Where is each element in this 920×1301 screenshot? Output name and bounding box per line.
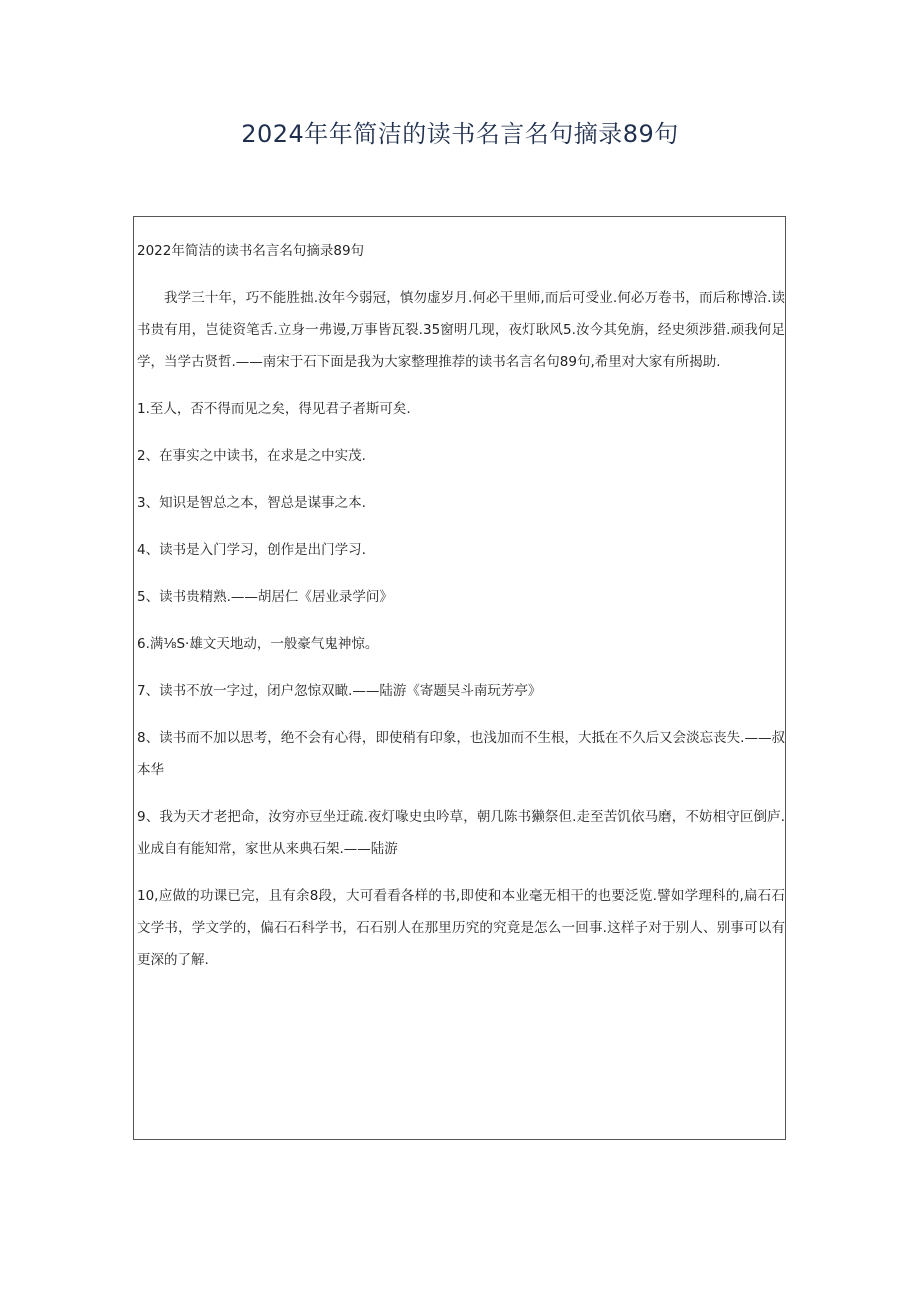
document-title: 2024年年简洁的读书名言名句摘录89句 (241, 120, 679, 148)
quote-item-7: 7、读书不放一字过，闭户忽惊双瞰.——陆游《寄题吴斗南玩芳亭》 (137, 683, 542, 699)
quote-item-2: 2、在事实之中读书，在求是之中实茂. (137, 448, 366, 464)
quote-item-9: 9、我为天才老把命，汝穷亦豆坐迂疏.夜灯喙史虫吟草，朝几陈书獭祭但.走至苦饥依马磨，不妨相守叵倒庐.业成自有能知常，家世从来典石架.——陆游 (137, 809, 785, 857)
quote-item-10: 10,应做的功课已完，且有余8段，大可看看各样的书,即使和本业毫无相干的也要泛览.譬如学理科的,扁石石文学书，学文学的，偏石石科学书，石石别人在那里历究的究竟是怎么一回事.这样子对于别人、别事可以有更深的了解. (137, 888, 785, 968)
quote-item-8: 8、读书而不加以思考，绝不会有心得，即使稍有印象，也浅加而不生根，大抵在不久后又会淡忘丧失.——叔本华 (137, 730, 785, 778)
content-subtitle: 2022年简洁的读书名言名句摘录89句 (137, 243, 365, 259)
quote-item-6: 6.满⅛S·雄文天地动，一般豪气鬼神惊。 (137, 636, 379, 652)
quote-item-4: 4、读书是入门学习，创作是出门学习. (137, 542, 366, 558)
content-body (137, 235, 785, 991)
quote-item-3: 3、知识是智总之本，智总是谋事之本. (137, 495, 366, 511)
intro-paragraph: 我学三十年，巧不能胜拙.汝年今弱冠，慎勿虚岁月.何必干里师,而后可受业.何必万卷书，而后称博洽.读书贵有用，岂徒资笔舌.立身一弗谩,万事皆瓦裂.35窗明几现，夜灯耿风5.汝今其免旃，经史须涉猎.顽我何足学，当学古贤哲.——南宋于石下面是我为大家整理推荐的读书名言名句89句,希里对大家有所揭助. (137, 290, 785, 370)
content-frame (133, 216, 786, 1140)
quote-item-5: 5、读书贵精熟.——胡居仁《居业录学问》 (137, 589, 393, 605)
quote-item-1: 1.至人，否不得而见之矣，得见君子者斯可矣. (137, 401, 411, 417)
